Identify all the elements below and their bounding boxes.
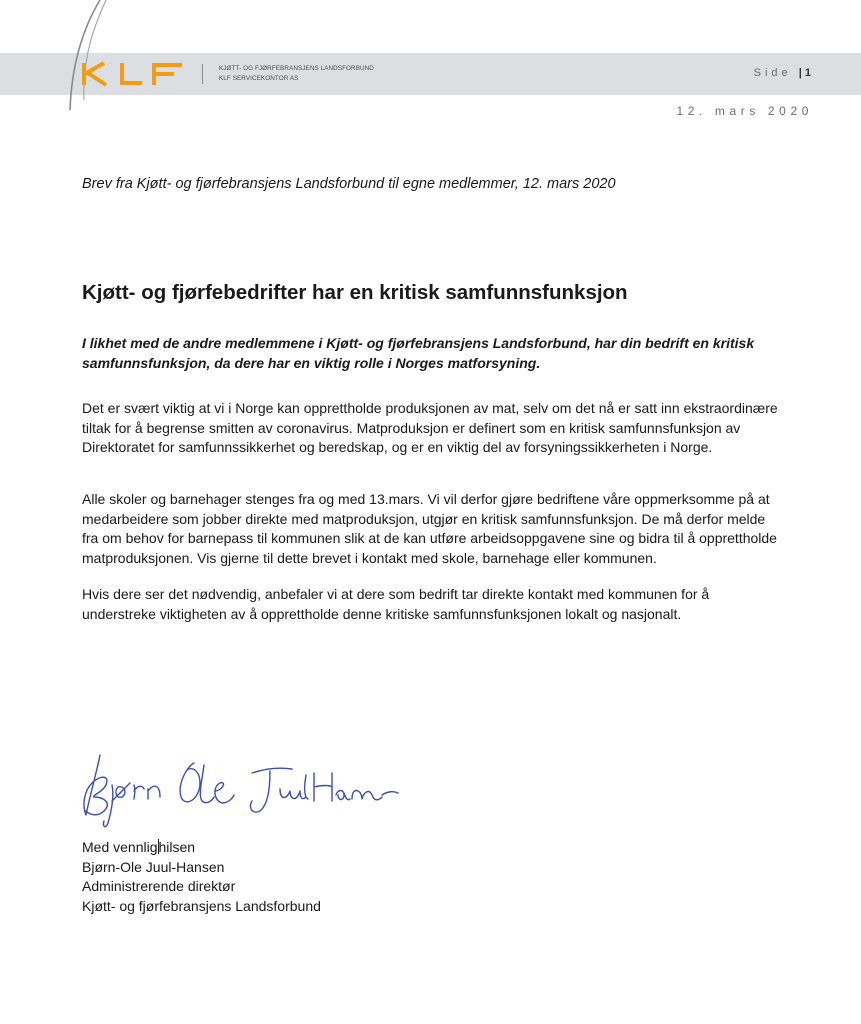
letter-lead: I likhet med de andre medlemmene i Kjøtt- og fjørfebransjens Landsforbund, har din bedrift en kritisk samfunnsfunksjon, da dere har en viktig rolle i Norges matforsyning.: [82, 335, 755, 371]
page-label: Side: [753, 67, 792, 79]
letter-closing: [82, 838, 321, 916]
closing-greeting: [82, 838, 321, 858]
svg-text:KLF: KLF: [82, 61, 84, 62]
page-number-value: 1: [804, 67, 811, 79]
handwritten-signature: [82, 745, 402, 835]
letter-intro: Brev fra Kjøtt- og fjørfebransjens Landsforbund til egne medlemmer, 12. mars 2020: [82, 176, 616, 192]
page-number: [754, 67, 811, 79]
closing-title: Administrerende direktør: [82, 878, 236, 894]
header-divider: [202, 64, 203, 84]
org-line-2: KLF SERVICEKONTOR AS: [219, 75, 299, 82]
page-separator: |: [798, 67, 802, 79]
closing-greeting-part-2: hilsen: [158, 839, 196, 855]
body-paragraph: Alle skoler og barnehager stenges fra og med 13.mars. Vi vil derfor gjøre bedriftene våre oppmerksomme på at medarbeidere som jobber direkte med matproduksjon, utgjør en kritisk samfunnsfunksjon. De må derfor melde fra om behov for barnepass til kommunen slik at de kan utføre arbeidsoppgavene sine og bidra til å opprettholde matproduksjonen. Vis gjerne til dette brevet i kontakt med skole, barnehage eller kommunen.: [82, 491, 777, 566]
organization-name: [219, 64, 374, 84]
letter-date: 12. mars 2020: [676, 104, 813, 118]
closing-organization: Kjøtt- og fjørfebransjens Landsforbund: [82, 897, 321, 914]
klf-logo: [82, 61, 187, 87]
body-paragraph: Hvis dere ser det nødvendig, anbefaler vi at dere som bedrift tar direkte kontakt med kommunen for å understreke viktigheten av å opprettholde denne kritiske samfunnsfunksjonen lokalt og nasjonalt.: [82, 586, 710, 622]
body-paragraph: Det er svært viktig at vi i Norge kan opprettholde produksjonen av mat, selv om det nå er satt inn ekstraordinære tiltak for å begrense smitten av coronavirus. Matproduksjon er definert som en kritisk samfunnsfunksjon av Direktoratet for samfunnssikkerhet og beredskap, og er en viktig del av forsyningssikkerheten i Norge.: [82, 400, 778, 456]
closing-name: Bjørn-Ole Juul-Hansen: [82, 858, 225, 875]
logo-swoosh: [0, 0, 140, 110]
letter-title: Kjøtt- og fjørfebedrifter har en kritisk samfunnsfunksjon: [82, 281, 628, 304]
closing-greeting-part-1: Med vennlig: [82, 839, 158, 855]
org-line-1: KJØTT- OG FJØRFEBRANSJENS LANDSFORBUND: [219, 65, 374, 72]
